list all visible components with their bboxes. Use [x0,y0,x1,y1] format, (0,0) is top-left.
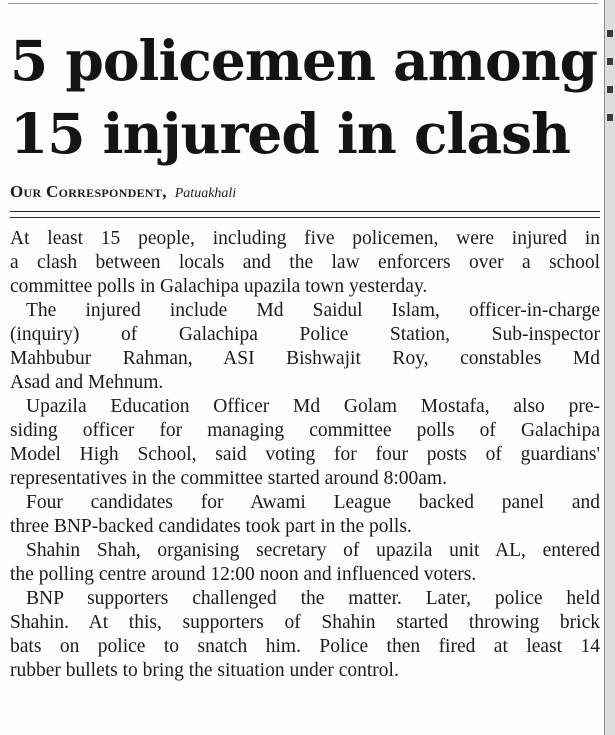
body-line: siding officer for managing committee polls of Galachipa [10,420,600,441]
body-line: Model High School, said voting for four posts of guardians' [10,444,600,465]
body-line: a clash between locals and the law enforcers over a school [10,252,600,273]
body-line: the polling centre around 12:00 noon and influenced voters. [10,564,477,585]
edge-mark [607,58,613,65]
body-line: committee polls in Galachipa upazila town yesterday. [10,276,428,297]
byline-rule-bottom [10,217,600,218]
body-line: At least 15 people, including five policemen, were injured in [10,228,600,249]
byline [10,182,600,202]
paragraph [10,299,600,395]
body-line: bats on police to snatch him. Police then fired at least 14 [10,636,600,657]
edge-mark [607,86,613,93]
body-line: The injured include Md Saidul Islam, officer-in-charge [26,300,600,321]
headline [10,24,602,170]
body-line: Mahbubur Rahman, ASI Bishwajit Roy, constables Md [10,348,600,369]
body-line: three BNP-backed candidates took part in the polls. [10,516,412,537]
headline-line: 15 injured in clash [10,101,571,166]
edge-mark [607,114,613,121]
body-line: representatives in the committee started around 8:00am. [10,468,447,489]
body-line: Four candidates for Awami League backed panel and [26,492,600,513]
byline-location: Patuakhali [174,186,237,201]
paragraph [10,491,600,539]
paragraph [10,587,600,683]
byline-author: Our Correspondent, [10,182,167,201]
article-body [10,227,600,683]
top-divider [8,3,598,4]
body-line: Asad and Mehnum. [10,372,164,393]
body-line: Upazila Education Officer Md Golam Mostafa, also pre- [26,396,600,417]
page-edge-strip [604,0,615,735]
headline-line: 5 policemen among [10,28,598,93]
body-line: Shahin Shah, organising secretary of upazila unit AL, entered [26,540,600,561]
byline-rule-top [10,211,600,212]
body-line: (inquiry) of Galachipa Police Station, Sub-inspector [10,324,600,345]
body-line: Shahin. At this, supporters of Shahin started throwing brick [10,612,600,633]
paragraph [10,227,600,299]
paragraph [10,395,600,491]
body-line: rubber bullets to bring the situation under control. [10,660,399,681]
body-line: BNP supporters challenged the matter. Later, police held [26,588,600,609]
edge-mark [607,30,613,37]
paragraph [10,539,600,587]
